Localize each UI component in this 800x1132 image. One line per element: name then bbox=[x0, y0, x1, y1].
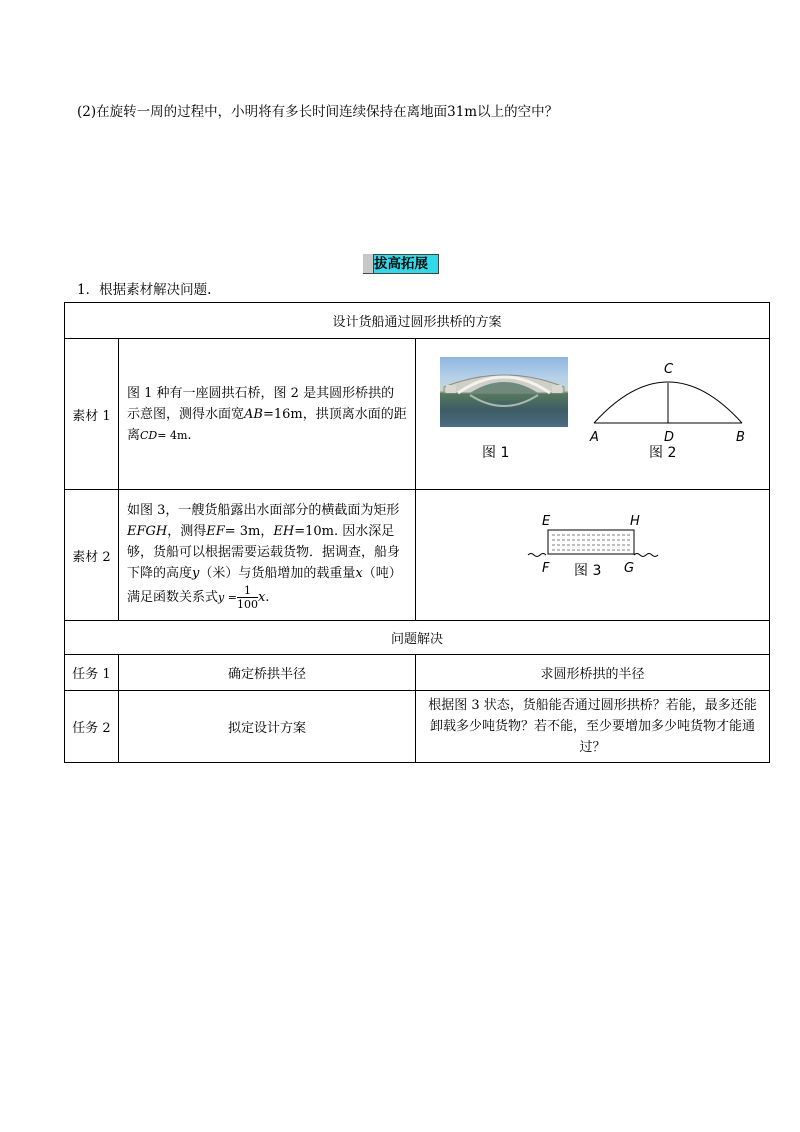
point-f-label: F bbox=[542, 561, 550, 576]
point-h-label: H bbox=[630, 514, 640, 529]
table-title: 设计货船通过圆形拱桥的方案 bbox=[65, 303, 770, 339]
problem-intro: 1．根据素材解决问题. bbox=[77, 282, 212, 298]
problem-header-row bbox=[65, 621, 770, 655]
material1-row bbox=[65, 339, 770, 490]
material2-row bbox=[65, 490, 770, 621]
fig2-label: 图 2 bbox=[649, 445, 677, 461]
material2-label: 素材 2 bbox=[65, 490, 119, 621]
point-d-label: D bbox=[664, 430, 675, 445]
task1-label: 任务 1 bbox=[65, 655, 119, 691]
point-c-label: C bbox=[664, 362, 674, 377]
task2-desc: 根据图 3 状态，货船能否通过圆形拱桥？若能，最多还能卸载多少吨货物？若不能，至少要增加多少吨货物才能通过？ bbox=[416, 691, 770, 763]
point-g-label: G bbox=[624, 561, 635, 576]
material1-label: 素材 1 bbox=[65, 339, 119, 490]
fig3-label: 图 3 bbox=[574, 563, 602, 579]
bridge-photo bbox=[440, 357, 568, 427]
material2-text: 如图 3，一艘货船露出水面部分的横截面为矩形EFGH，测得EF= 3m，EH=10m. 因水深足够，货船可以根据需要运载货物．据调查，船身下降的高度y（米）与货船增加的载重量x（吨）满足函数关系式y = $\frac{1}{100}x$. bbox=[119, 490, 416, 621]
arch-diagram bbox=[586, 357, 756, 447]
task1-row bbox=[65, 655, 770, 691]
section-title bbox=[363, 254, 439, 274]
material1-text: 图 1 种有一座圆拱石桥，图 2 是其圆形桥拱的示意图，测得水面宽AB=16m，拱顶离水面的距离CD= 4m. bbox=[119, 339, 416, 490]
task1-desc: 求圆形桥拱的半径 bbox=[416, 655, 770, 691]
table-title-row bbox=[65, 303, 770, 339]
section-title-text: 拔高拓展 bbox=[374, 256, 428, 272]
material2-figure bbox=[416, 490, 770, 621]
task2-label: 任务 2 bbox=[65, 691, 119, 763]
point-b-label: B bbox=[736, 430, 745, 445]
question-text: (2)在旋转一周的过程中，小明将有多长时间连续保持在离地面31m以上的空中？ bbox=[77, 104, 559, 120]
problem-header: 问题解决 bbox=[65, 621, 770, 655]
task2-name: 拟定设计方案 bbox=[119, 691, 416, 763]
point-a-label: A bbox=[590, 430, 599, 445]
task2-row bbox=[65, 691, 770, 763]
design-table bbox=[64, 302, 770, 763]
material1-figures bbox=[416, 339, 770, 490]
task1-name: 确定桥拱半径 bbox=[119, 655, 416, 691]
point-e-label: E bbox=[542, 514, 551, 529]
function-fraction: $\frac{1}{100}$ bbox=[236, 583, 258, 611]
fig1-label: 图 1 bbox=[482, 445, 510, 461]
